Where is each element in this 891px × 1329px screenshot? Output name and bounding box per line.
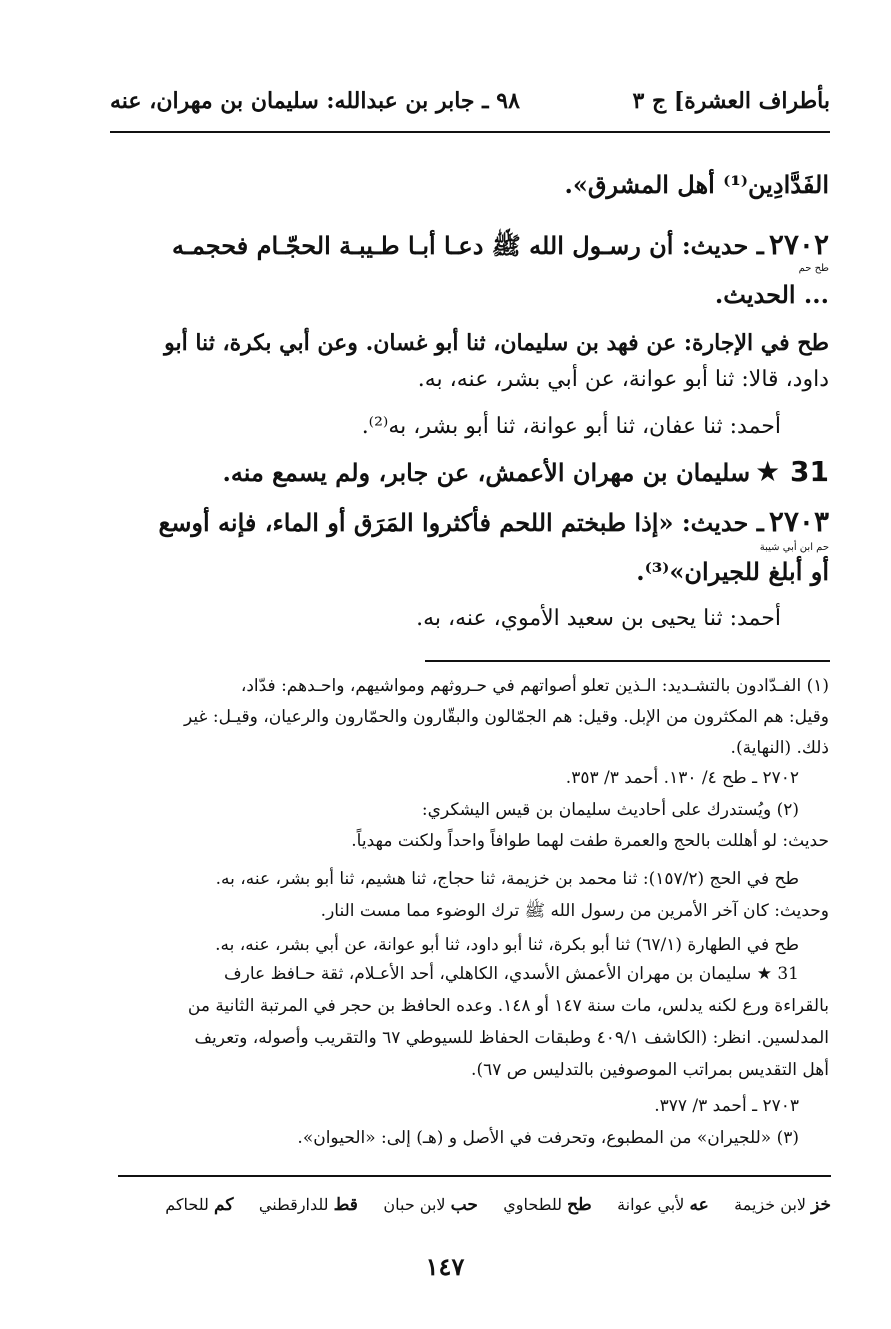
hadith-2702 bbox=[59, 228, 829, 266]
hadith-text: ـ حديث: أن رسـول الله ﷺ دعـا أبـا طـيبـة الحجّـام فحجمـه bbox=[172, 231, 764, 260]
footnote-1-line-2: وقيل: هم المكثرون من الإبل. وقيل: هم الجمّالون والبقّارون والحمّارون والرعيان، وقيـل: غير bbox=[184, 707, 829, 727]
abbreviations-key bbox=[118, 1195, 831, 1215]
footnote-2-line-2: حديث: لو أهللت بالحج والعمرة طفت لهما طوافاً واحداً ولكنت مهدياً. bbox=[351, 831, 829, 851]
footnote-rule bbox=[425, 660, 830, 662]
abbrev-item: خز لابن خزيمة bbox=[734, 1195, 831, 1215]
narrator-text: سليمان بن مهران الأعمش، عن جابر، ولم يسمع منه. bbox=[222, 458, 751, 487]
header-rule bbox=[110, 131, 830, 133]
hadith-2702-continuation: ... الحديث. bbox=[714, 280, 829, 309]
abbrev-item: كم للحاكم bbox=[165, 1195, 234, 1215]
hadith-number: ٢٧٠٣ bbox=[768, 505, 829, 538]
abbrev-item: حب لابن حبان bbox=[383, 1195, 478, 1215]
page-number: ١٤٧ bbox=[425, 1252, 465, 1281]
hadith-number: ٢٧٠٢ bbox=[768, 228, 829, 261]
running-header bbox=[110, 88, 830, 128]
hadith-2703 bbox=[59, 505, 829, 538]
narrator-31 bbox=[59, 455, 829, 488]
narrator-marker: 31 ★ bbox=[755, 455, 829, 488]
footnote-31-line-1: 31 ★ سليمان بن مهران الأعمش الأسدي، الكاهلي، أحد الأعـلام، ثقة حـافظ عارف bbox=[224, 964, 799, 984]
footnote-1-line-3: ذلك. (النهاية). bbox=[730, 738, 829, 758]
reference-2702: ٢٧٠٢ ـ طح ٤/ ١٣٠. أحمد ٣/ ٣٥٣. bbox=[565, 768, 799, 788]
footnote-2-line-4: وحديث: كان آخر الأمرين من رسول الله ﷺ ترك الوضوء مما مست النار. bbox=[320, 901, 829, 921]
footnote-31-line-3: المدلسين. انظر: (الكاشف ٤٠٩/١ وطبقات الحفاظ للسيوطي ٦٧ والتقريب وأصوله، وتعريف bbox=[194, 1028, 829, 1048]
footnote-3: (٣) «للجيران» من المطبوع، وتحرفت في الأصل و (هـ) إلى: «الحيوان». bbox=[297, 1128, 799, 1148]
footnote-2-line-3: طح في الحج (١٥٧/٢): ثنا محمد بن خزيمة، ثنا حجاج، ثنا هشيم، ثنا أبو بشر، عنه، به. bbox=[215, 869, 799, 889]
footnote-2-line-5: طح في الطهارة (٦٧/١) ثنا أبو بكرة، ثنا أبو داود، ثنا أبو عوانة، عن أبي بشر، عنه، به. bbox=[215, 935, 799, 955]
footnote-2-line-1: (٢) ويُستدرك على أحاديث سليمان بن قيس اليشكري: bbox=[421, 800, 799, 820]
footnote-31-line-2: بالقراءة ورع لكنه يدلس، مات سنة ١٤٧ أو ١٤٨. وعده الحافظ بن حجر في المرتبة الثانية من bbox=[187, 996, 829, 1016]
abbrev-item: قط للدارقطني bbox=[258, 1195, 358, 1215]
hadith-2703-source-note: حم ابن أبي شيبة bbox=[759, 542, 829, 553]
reference-2703: ٢٧٠٣ ـ أحمد ٣/ ٣٧٧. bbox=[654, 1096, 799, 1116]
paragraph-2: أحمد: ثنا عفان، ثنا أبو عوانة، ثنا أبو بشر، به⁽²⁾. bbox=[361, 414, 781, 439]
hadith-2703-continuation: أو أبلغ للجيران»⁽³⁾. bbox=[636, 557, 829, 586]
hadith-text: ـ حديث: «إذا طبختم اللحم فأكثروا المَرَق أو الماء، فإنه أوسع bbox=[158, 508, 764, 537]
main-line-1: الفَدَّادِين⁽¹⁾ أهل المشرق». bbox=[564, 170, 829, 199]
header-section-title: ٩٨ ـ جابر بن عبدالله: سليمان بن مهران، عنه bbox=[110, 88, 520, 114]
footnote-1-line-1: (١) الفـدّادون بالتشـديد: الـذين تعلو أصواتهم في حـروثهم ومواشيهم، واحـدهم: فدّاد، bbox=[240, 676, 829, 696]
paragraph-1-line-1: طح في الإجارة: عن فهد بن سليمان، ثنا أبو غسان. وعن أبي بكرة، ثنا أبو bbox=[164, 330, 829, 356]
abbrev-item: عه لأبي عوانة bbox=[617, 1195, 709, 1215]
footnote-31-line-4: أهل التقديس بمراتب الموصوفين بالتدليس ص ٦٧). bbox=[471, 1060, 829, 1080]
header-book-title: بأطراف العشرة] ج ٣ bbox=[632, 88, 830, 114]
hadith-2702-source-note: طح حم bbox=[798, 263, 829, 274]
paragraph-3: أحمد: ثنا يحيى بن سعيد الأموي، عنه، به. bbox=[416, 606, 781, 631]
abbreviations-rule bbox=[118, 1175, 831, 1177]
abbrev-item: طح للطحاوي bbox=[503, 1195, 592, 1215]
paragraph-1-line-2: داود، قالا: ثنا أبو عوانة، عن أبي بشر، عنه، به. bbox=[417, 367, 829, 392]
